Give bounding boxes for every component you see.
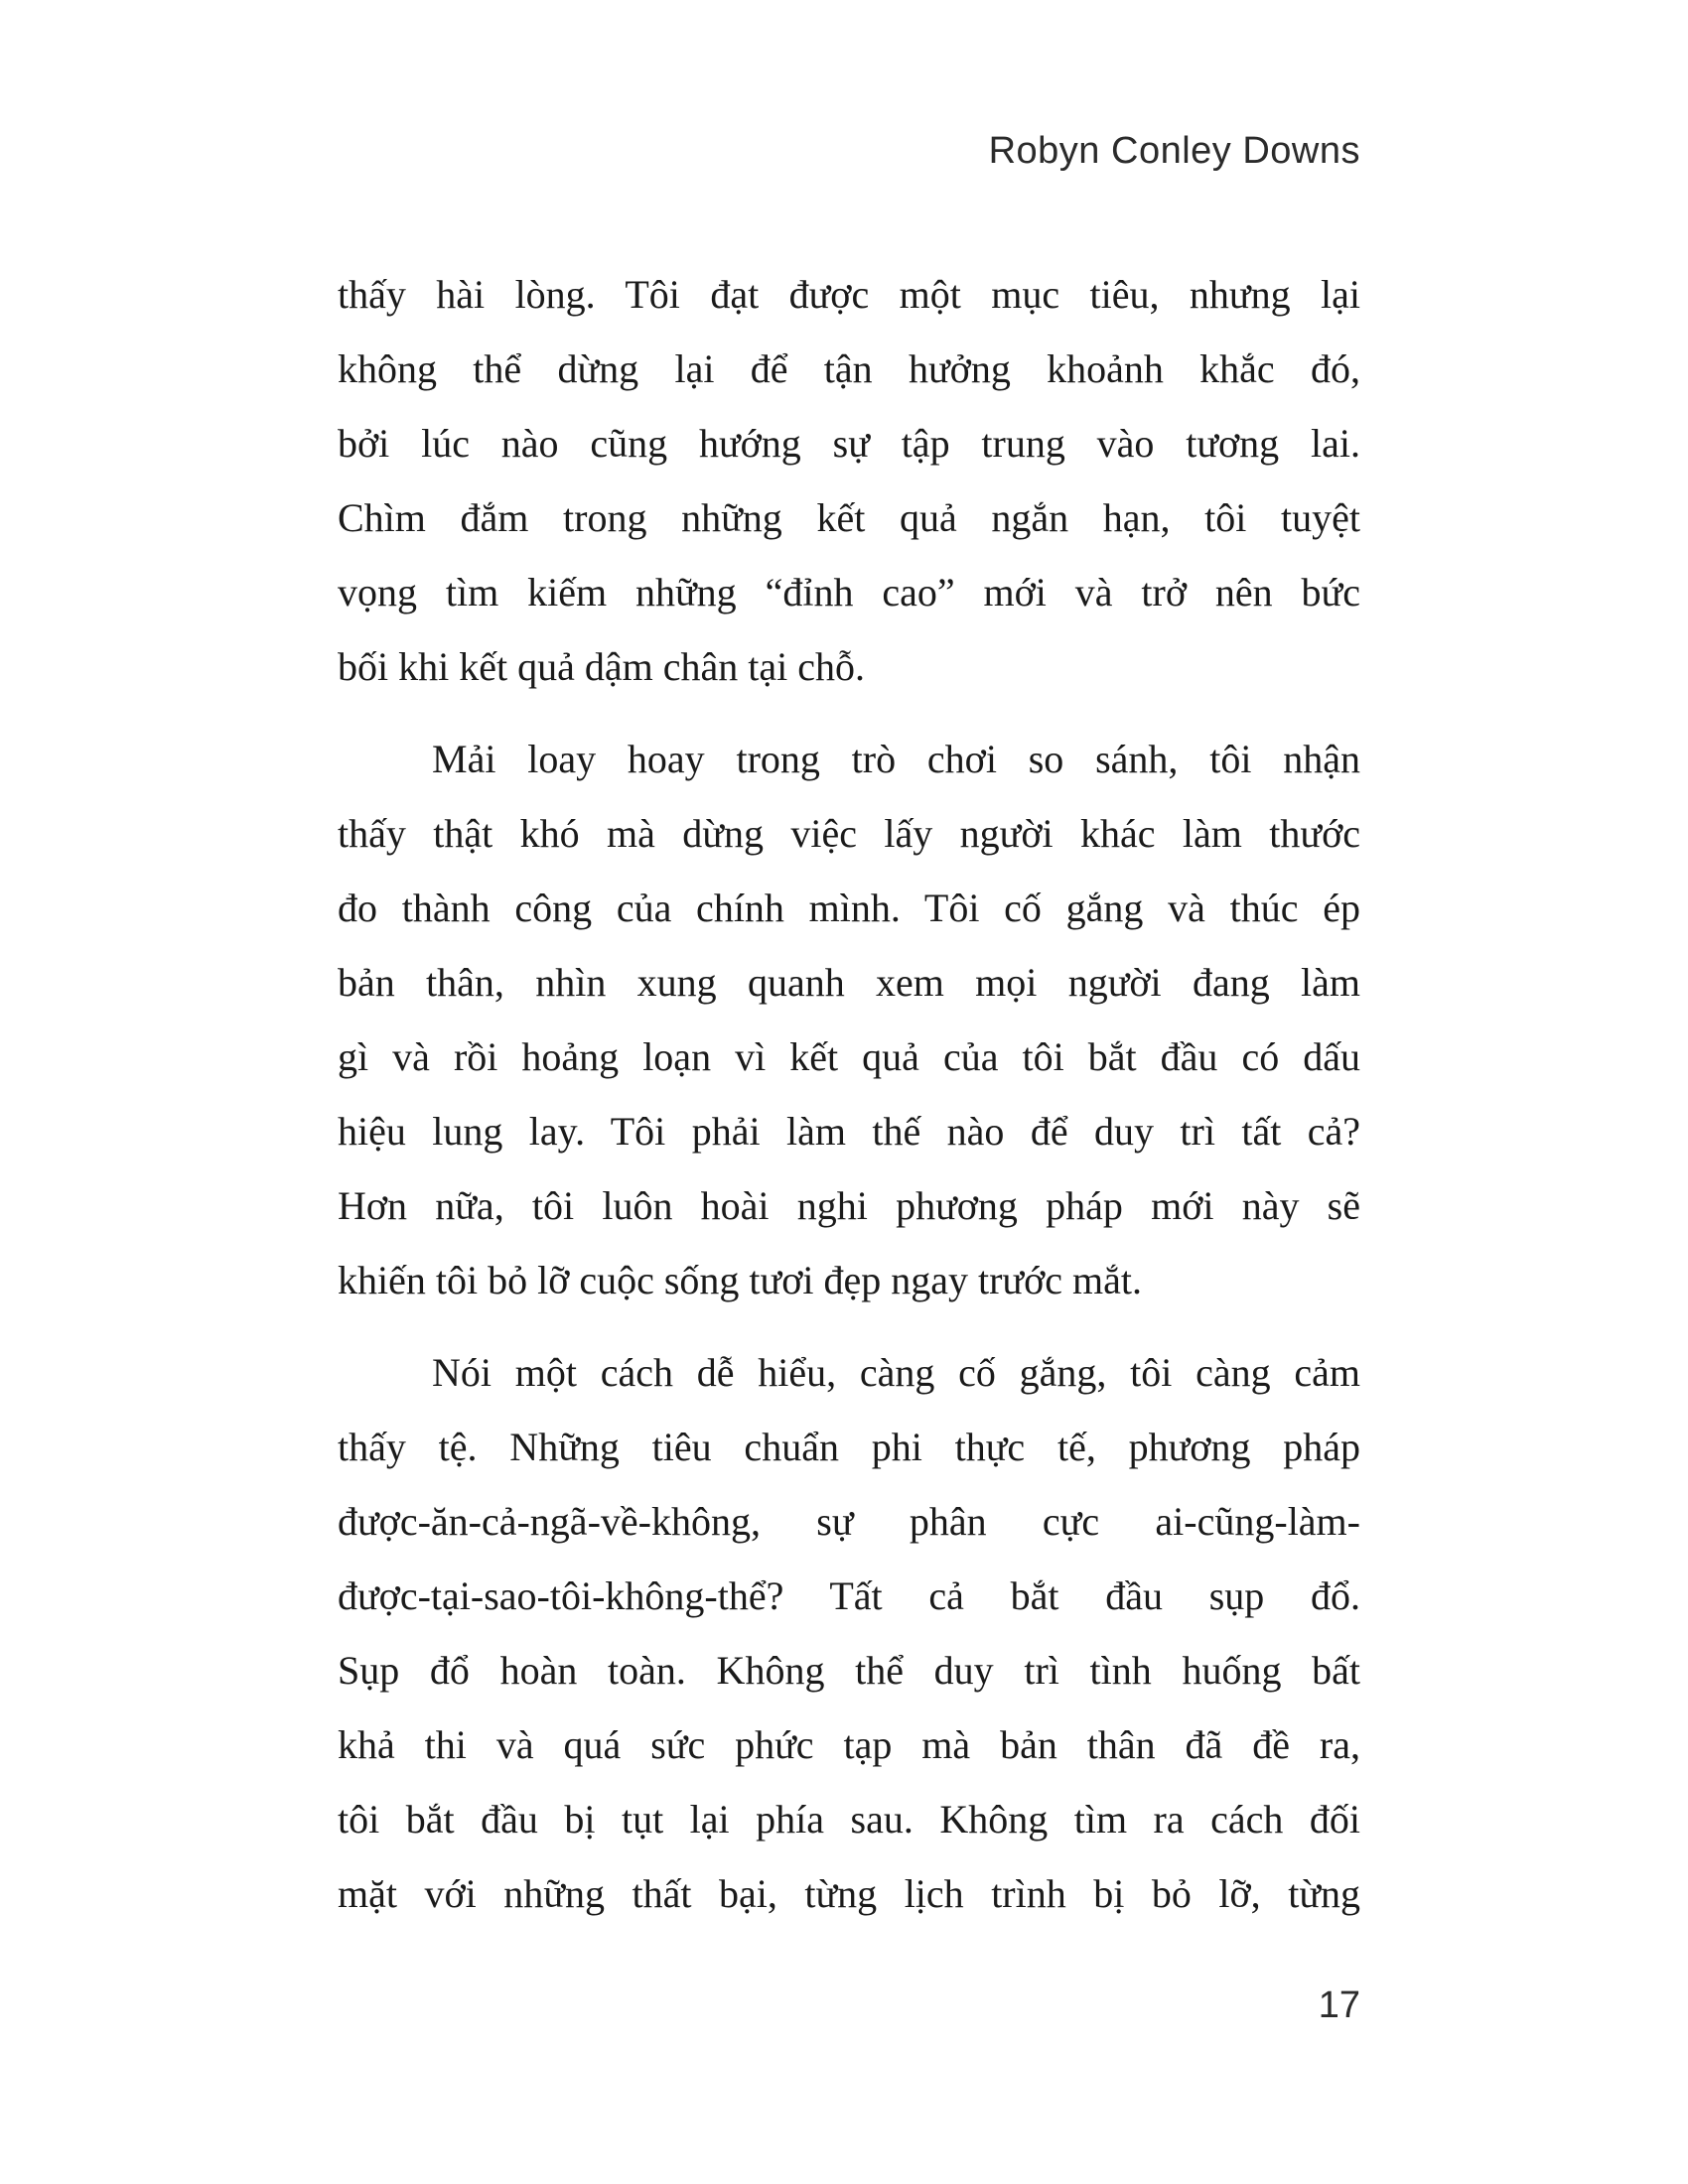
text-line: gì và rồi hoảng loạn vì kết quả của tôi bắt đầu có dấu (338, 1034, 1360, 1079)
text-line: thấy hài lòng. Tôi đạt được một mục tiêu, nhưng lại (338, 272, 1360, 317)
body-text (338, 257, 1360, 1931)
text-line: bản thân, nhìn xung quanh xem mọi người đang làm (338, 960, 1360, 1005)
text-line: bởi lúc nào cũng hướng sự tập trung vào tương lai. (338, 421, 1360, 466)
text-line: đo thành công của chính mình. Tôi cố gắng và thúc ép (338, 886, 1360, 930)
text-line: tôi bắt đầu bị tụt lại phía sau. Không tìm ra cách đối (338, 1797, 1360, 1842)
text-line: Mải loay hoay trong trò chơi so sánh, tôi nhận (432, 737, 1360, 781)
text-line: Chìm đắm trong những kết quả ngắn hạn, tôi tuyệt (338, 495, 1360, 540)
paragraph (338, 257, 1360, 704)
running-header: Robyn Conley Downs (988, 130, 1360, 172)
paragraph (338, 722, 1360, 1317)
text-line: hiệu lung lay. Tôi phải làm thế nào để duy trì tất cả? (338, 1109, 1360, 1154)
page-number: 17 (1318, 1984, 1360, 2026)
text-line: thấy thật khó mà dừng việc lấy người khác làm thước (338, 811, 1360, 856)
text-line: Sụp đổ hoàn toàn. Không thể duy trì tình huống bất (338, 1648, 1360, 1693)
text-line: khiến tôi bỏ lỡ cuộc sống tươi đẹp ngay trước mắt. (338, 1258, 1142, 1302)
text-line: Hơn nữa, tôi luôn hoài nghi phương pháp mới này sẽ (338, 1183, 1360, 1228)
text-line: bối khi kết quả dậm chân tại chỗ. (338, 644, 865, 689)
paragraph (338, 1335, 1360, 1931)
text-line: được-tại-sao-tôi-không-thể? Tất cả bắt đầu sụp đổ. (338, 1573, 1360, 1618)
text-line: mặt với những thất bại, từng lịch trình bị bỏ lỡ, từng (338, 1871, 1360, 1916)
text-line: Nói một cách dễ hiểu, càng cố gắng, tôi càng cảm (432, 1350, 1360, 1395)
text-line: không thể dừng lại để tận hưởng khoảnh khắc đó, (338, 346, 1360, 391)
text-line: khả thi và quá sức phức tạp mà bản thân đã đề ra, (338, 1722, 1360, 1767)
text-line: vọng tìm kiếm những “đỉnh cao” mới và trở nên bức (338, 570, 1360, 614)
text-line: thấy tệ. Những tiêu chuẩn phi thực tế, phương pháp (338, 1425, 1360, 1469)
text-line: được-ăn-cả-ngã-về-không, sự phân cực ai-cũng-làm- (338, 1499, 1360, 1544)
